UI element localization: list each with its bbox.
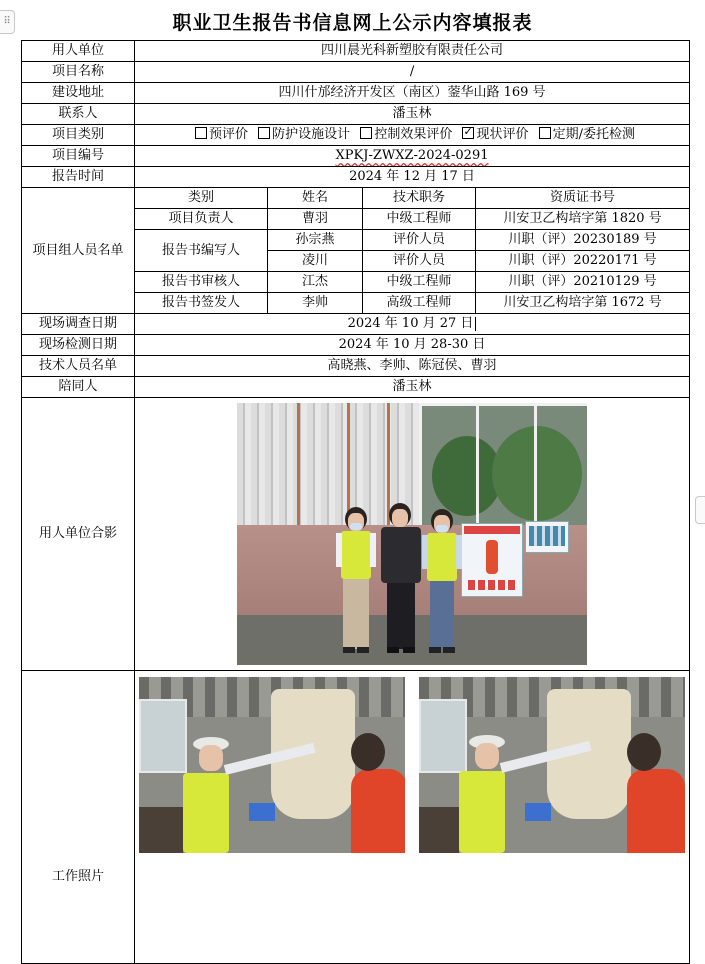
team-header-name: 姓名 bbox=[268, 188, 363, 209]
address-label: 建设地址 bbox=[22, 83, 135, 104]
group-photo-label: 用人单位合影 bbox=[22, 398, 135, 671]
writer1-name[interactable]: 孙宗燕 bbox=[268, 230, 363, 251]
team-header-title: 技术职务 bbox=[363, 188, 476, 209]
writer1-title[interactable]: 评价人员 bbox=[363, 230, 476, 251]
option-control-effect: 控制效果评价 bbox=[374, 127, 453, 142]
work-photo-label-text: 工作照片 bbox=[51, 869, 104, 884]
survey-date-text: 2024 年 10 月 27 日 bbox=[347, 316, 474, 331]
text-cursor bbox=[475, 317, 476, 331]
writer2-name[interactable]: 凌川 bbox=[268, 251, 363, 272]
test-date-label: 现场检测日期 bbox=[22, 335, 135, 356]
test-date-value[interactable]: 2024 年 10 月 28-30 日 bbox=[135, 335, 690, 356]
survey-date-value[interactable] bbox=[135, 314, 690, 335]
reviewer-title[interactable]: 中级工程师 bbox=[363, 272, 476, 293]
project-no-value[interactable] bbox=[135, 146, 690, 167]
leader-title[interactable]: 中级工程师 bbox=[363, 209, 476, 230]
issuer-role: 报告书签发人 bbox=[135, 293, 268, 314]
report-time-label: 报告时间 bbox=[22, 167, 135, 188]
document-title: 职业卫生报告书信息网上公示内容填报表 bbox=[172, 12, 533, 34]
project-no-text: XPKJ-ZWXZ-2024-0291 bbox=[335, 148, 489, 163]
issuer-name[interactable]: 李帅 bbox=[268, 293, 363, 314]
drag-handle-icon[interactable]: ⠿ bbox=[0, 10, 15, 34]
escort-label: 陪同人 bbox=[22, 377, 135, 398]
checkbox-current-eval[interactable] bbox=[462, 127, 474, 139]
contact-value[interactable]: 潘玉林 bbox=[135, 104, 690, 125]
employer-label: 用人单位 bbox=[22, 41, 135, 62]
tech-staff-value[interactable]: 高晓燕、李帅、陈冠侯、曹羽 bbox=[135, 356, 690, 377]
issuer-cert[interactable]: 川安卫乙构培字第 1672 号 bbox=[476, 293, 690, 314]
group-photo[interactable] bbox=[237, 403, 587, 665]
project-name-label: 项目名称 bbox=[22, 62, 135, 83]
project-name-value[interactable]: / bbox=[135, 62, 690, 83]
tech-staff-label: 技术人员名单 bbox=[22, 356, 135, 377]
work-photo-2[interactable] bbox=[419, 677, 685, 853]
leader-role: 项目负责人 bbox=[135, 209, 268, 230]
leader-name[interactable]: 曹羽 bbox=[268, 209, 363, 230]
reviewer-role: 报告书审核人 bbox=[135, 272, 268, 293]
side-scroll-handle[interactable] bbox=[695, 496, 705, 524]
option-pre-eval: 预评价 bbox=[209, 127, 249, 142]
team-header-role: 类别 bbox=[135, 188, 268, 209]
writer2-cert[interactable]: 川职（评）20220171 号 bbox=[476, 251, 690, 272]
escort-value[interactable]: 潘玉林 bbox=[135, 377, 690, 398]
checkbox-control-effect[interactable] bbox=[360, 127, 372, 139]
writer-role: 报告书编写人 bbox=[135, 230, 268, 272]
address-value[interactable]: 四川什邡经济开发区（南区）蓥华山路 169 号 bbox=[135, 83, 690, 104]
reviewer-cert[interactable]: 川职（评）20210129 号 bbox=[476, 272, 690, 293]
leader-cert[interactable]: 川安卫乙构培字第 1820 号 bbox=[476, 209, 690, 230]
survey-date-label: 现场调查日期 bbox=[22, 314, 135, 335]
checkbox-protection-design[interactable] bbox=[258, 127, 270, 139]
reviewer-name[interactable]: 江杰 bbox=[268, 272, 363, 293]
category-label: 项目类别 bbox=[22, 125, 135, 146]
team-label: 项目组人员名单 bbox=[22, 188, 135, 314]
report-form-table bbox=[21, 40, 690, 964]
checkbox-periodic-test[interactable] bbox=[539, 127, 551, 139]
work-photo-1[interactable] bbox=[139, 677, 405, 853]
checkbox-pre-eval[interactable] bbox=[195, 127, 207, 139]
report-time-value[interactable]: 2024 年 12 月 17 日 bbox=[135, 167, 690, 188]
team-header-cert: 资质证书号 bbox=[476, 188, 690, 209]
group-photo-cell bbox=[135, 398, 690, 671]
option-periodic-test: 定期/委托检测 bbox=[552, 127, 636, 142]
work-photo-label bbox=[22, 671, 135, 964]
project-no-label: 项目编号 bbox=[22, 146, 135, 167]
option-current-eval: 现状评价 bbox=[476, 127, 529, 142]
contact-label: 联系人 bbox=[22, 104, 135, 125]
writer2-title[interactable]: 评价人员 bbox=[363, 251, 476, 272]
category-options bbox=[135, 125, 690, 146]
employer-value[interactable]: 四川晨光科新塑胶有限责任公司 bbox=[135, 41, 690, 62]
writer1-cert[interactable]: 川职（评）20230189 号 bbox=[476, 230, 690, 251]
option-protection-design: 防护设施设计 bbox=[272, 127, 351, 142]
issuer-title[interactable]: 高级工程师 bbox=[363, 293, 476, 314]
work-photo-cell bbox=[135, 671, 690, 964]
